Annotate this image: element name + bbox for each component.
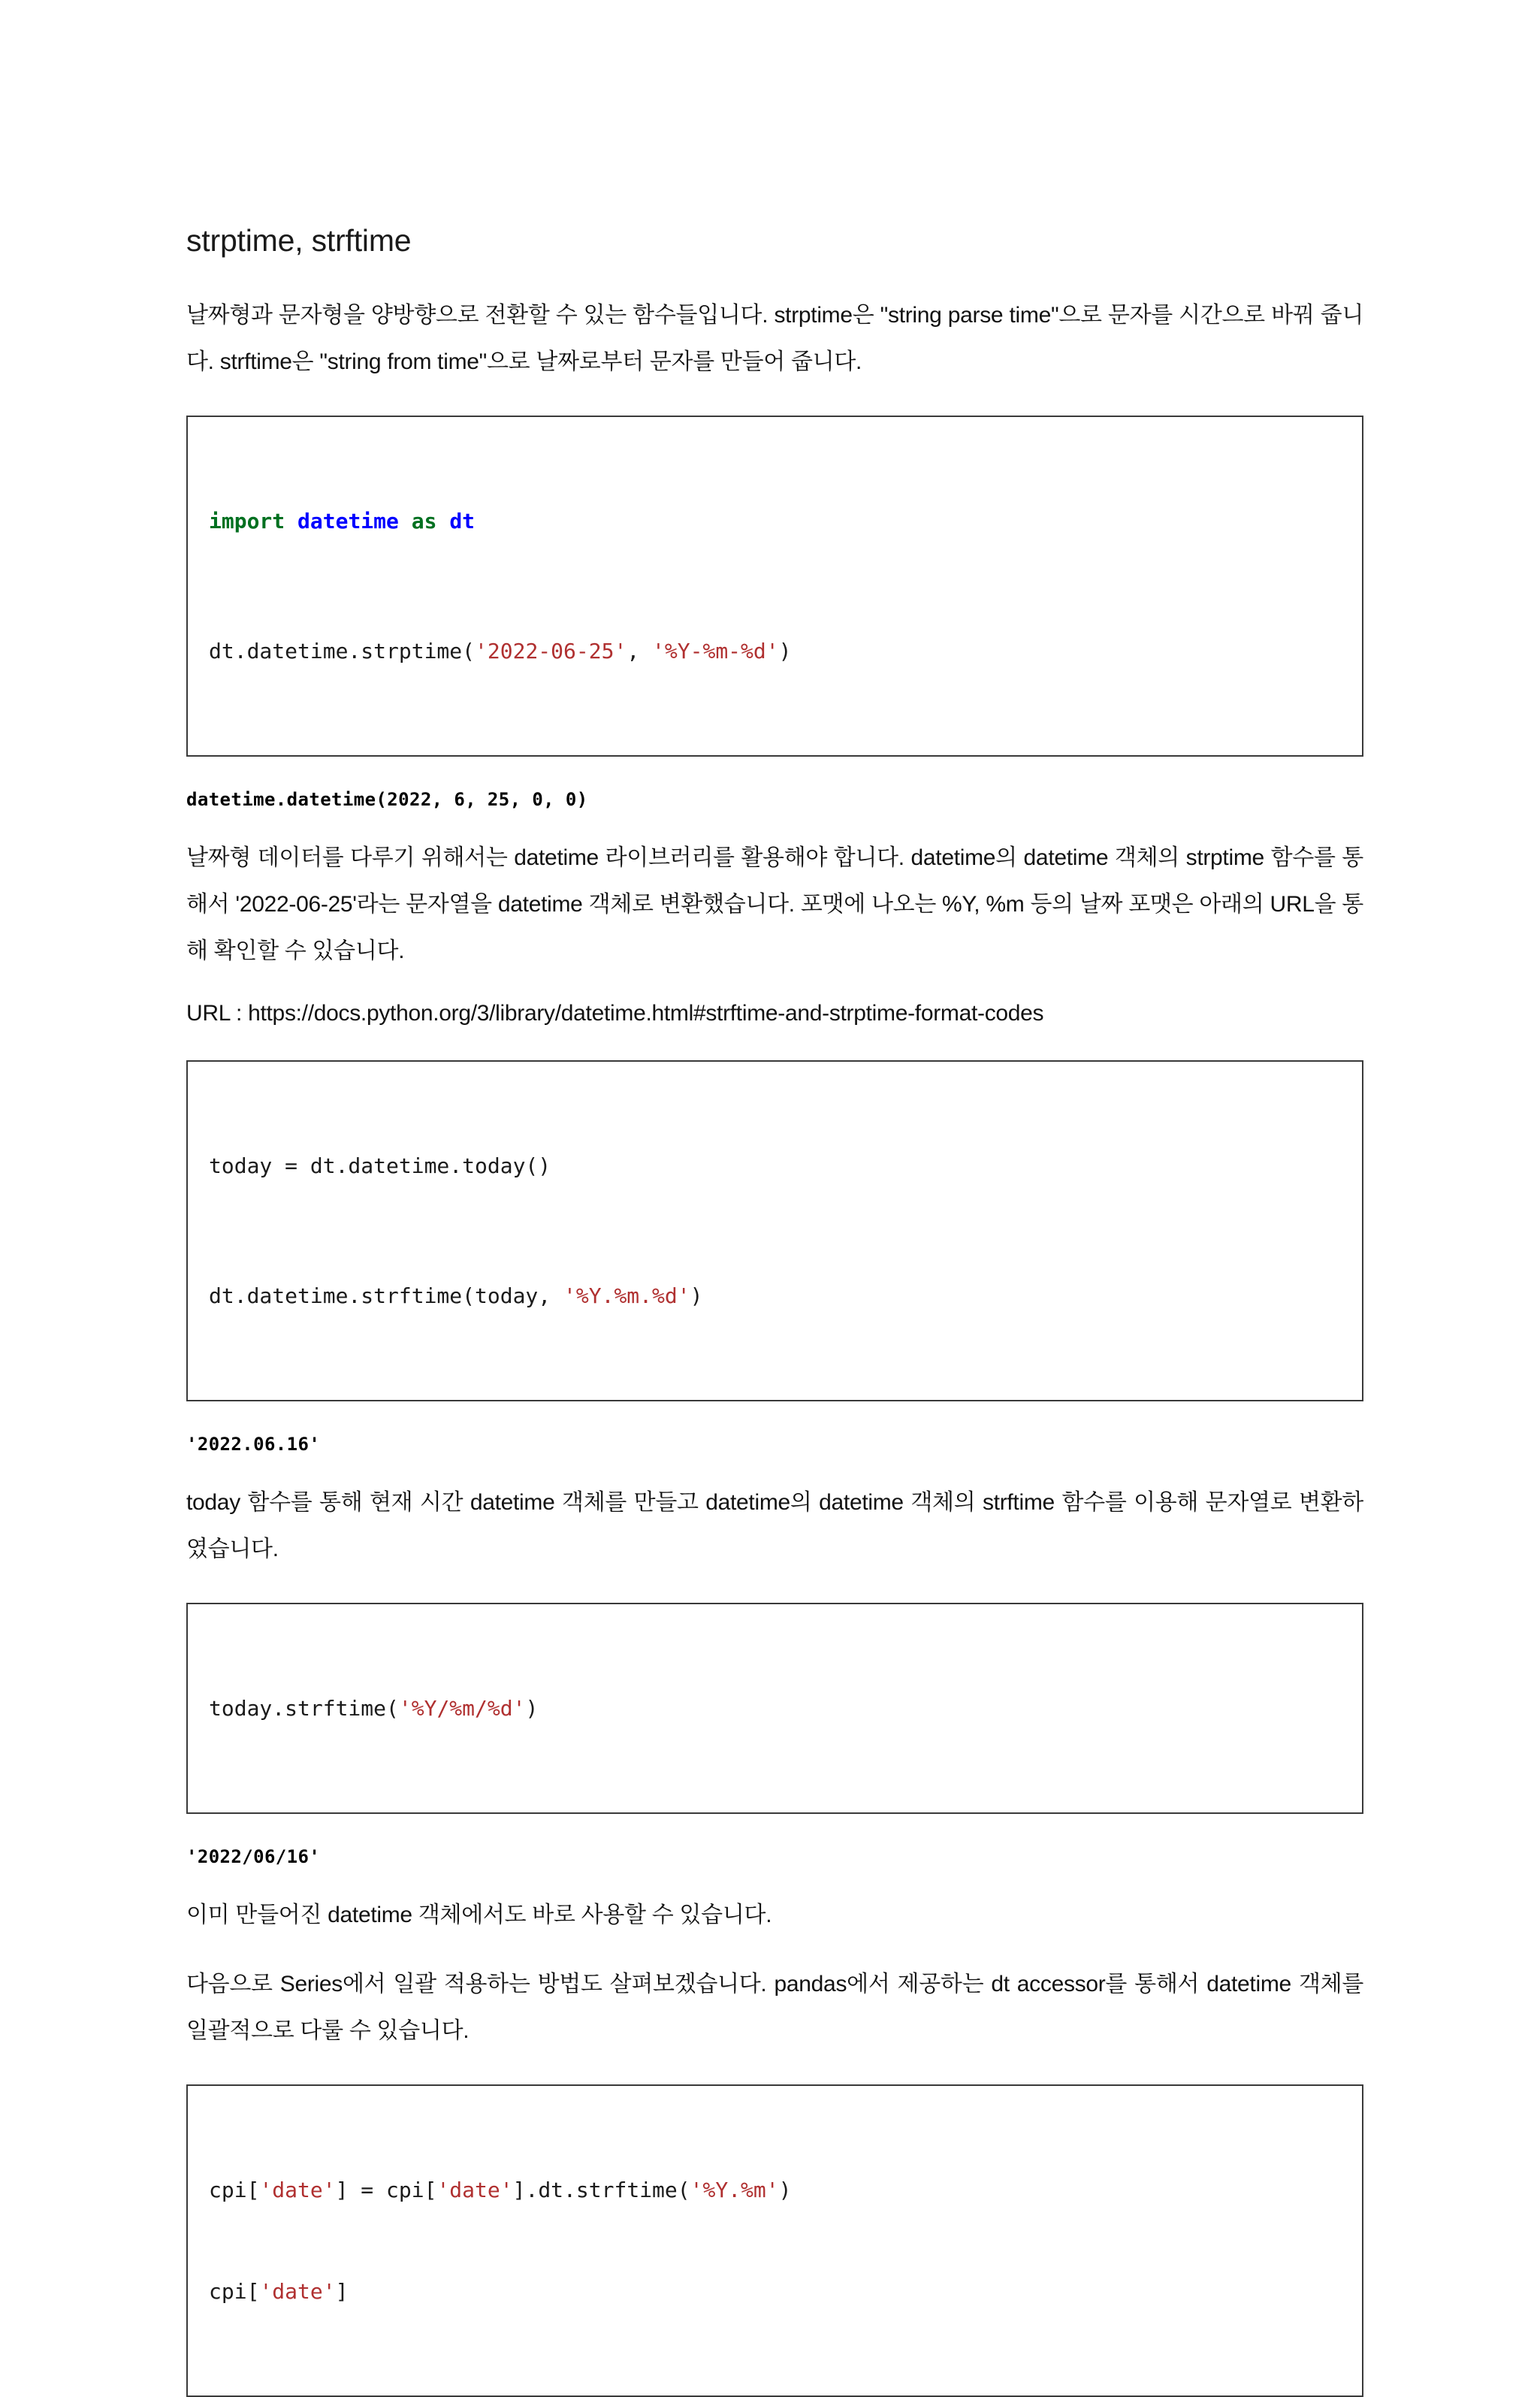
spacer [186, 1030, 1363, 1060]
paragraph-2: 날짜형 데이터를 다루기 위해서는 datetime 라이브러리를 활용해야 합니다. datetime의 datetime 객체의 strptime 함수를 통해서 '2022-06-25'라는 문자열을 datetime 객체로 변환했습니다. 포맷에 나오는 %Y, %m 등의 날짜 포맷은 아래의 URL을 통해 확인할 수 있습니다. [186, 845, 1363, 964]
spacer [186, 1939, 1363, 1961]
paragraph-5: 다음으로 Series에서 일괄 적용하는 방법도 살펴보겠습니다. pandas에서 제공하는 dt accessor를 통해서 datetime 객체를 일괄적으로 다룰 수 있습니다. [186, 1972, 1363, 2044]
code-block-2 [186, 1060, 1363, 1401]
code-token-space [285, 509, 297, 534]
code-token-as: as [411, 509, 437, 534]
code-token-string: 'date' [436, 2178, 513, 2203]
code-token-space [399, 509, 412, 534]
spacer [186, 757, 1363, 787]
spacer [186, 1814, 1363, 1844]
code-block-3 [186, 1603, 1363, 1814]
code-line [209, 1691, 1339, 1725]
code-token-ident: cpi[ [209, 2178, 260, 2203]
code-line [209, 2275, 1339, 2308]
code-token-string: '%Y.%m.%d' [563, 1283, 690, 1309]
code-token-call: ].dt.strftime( [512, 2178, 690, 2203]
code-token-ident: cpi[ [209, 2279, 260, 2305]
paragraph-4: 이미 만들어진 datetime 객체에서도 바로 사용할 수 있습니다. [186, 1903, 772, 1928]
code-token-assign: ] = cpi[ [335, 2178, 437, 2203]
code-block-4 [186, 2084, 1363, 2397]
output-2: '2022.06.16' [186, 1434, 321, 1455]
code-token-import: import [209, 509, 285, 534]
code-token-call: dt.datetime.strptime( [209, 639, 476, 664]
code-line [209, 634, 1339, 668]
code-token-string: '%Y-%m-%d' [652, 639, 779, 664]
code-token-call: today.strftime( [209, 1696, 399, 1721]
code-token-string: '2022-06-25' [475, 639, 627, 664]
code-line [209, 1279, 1339, 1313]
spacer [186, 385, 1363, 416]
code-token-space [436, 509, 449, 534]
code-token-bracket: ] [335, 2279, 349, 2305]
spacer [186, 975, 1363, 997]
paragraph-3: today 함수를 통해 현재 시간 datetime 객체를 만들고 datetime의 datetime 객체의 strftime 함수를 이용해 문자열로 변환하였습니다. [186, 1490, 1363, 1562]
code-token-paren: ) [525, 1696, 539, 1721]
spacer [186, 1870, 1363, 1892]
code-token-string: '%Y/%m/%d' [398, 1696, 526, 1721]
spacer [186, 1401, 1363, 1431]
code-token-string: '%Y.%m' [690, 2178, 779, 2203]
code-token-string: 'date' [259, 2279, 336, 2305]
code-block-1 [186, 416, 1363, 757]
spacer [186, 812, 1363, 835]
code-line [209, 504, 1339, 538]
code-token-paren: ) [690, 1283, 703, 1309]
code-token-paren: ) [778, 2178, 792, 2203]
spacer [186, 1573, 1363, 1603]
url-line: URL : https://docs.python.org/3/library/datetime.html#strftime-and-strptime-format-codes [186, 1001, 1044, 1026]
code-token-call: dt.datetime.strftime(today, [209, 1283, 564, 1309]
code-token-comma: , [627, 639, 653, 664]
output-1: datetime.datetime(2022, 6, 25, 0, 0) [186, 789, 588, 811]
page-title: strptime, strftime [186, 223, 412, 258]
intro-paragraph: 날짜형과 문자형을 양방향으로 전환할 수 있는 함수들입니다. strptime은 "string parse time"으로 문자를 시간으로 바꿔 줍니다. strftime은 "string from time"으로 날짜로부터 문자를 만들어 줍니다. [186, 303, 1363, 375]
spacer [186, 2054, 1363, 2084]
code-line: today = dt.datetime.today() [209, 1153, 551, 1179]
code-token-module: datetime [297, 509, 399, 534]
output-3: '2022/06/16' [186, 1846, 321, 1868]
code-token-paren: ) [778, 639, 792, 664]
spacer [186, 1457, 1363, 1480]
code-token-alias: dt [449, 509, 476, 534]
code-token-string: 'date' [259, 2178, 336, 2203]
code-line [209, 2173, 1339, 2207]
